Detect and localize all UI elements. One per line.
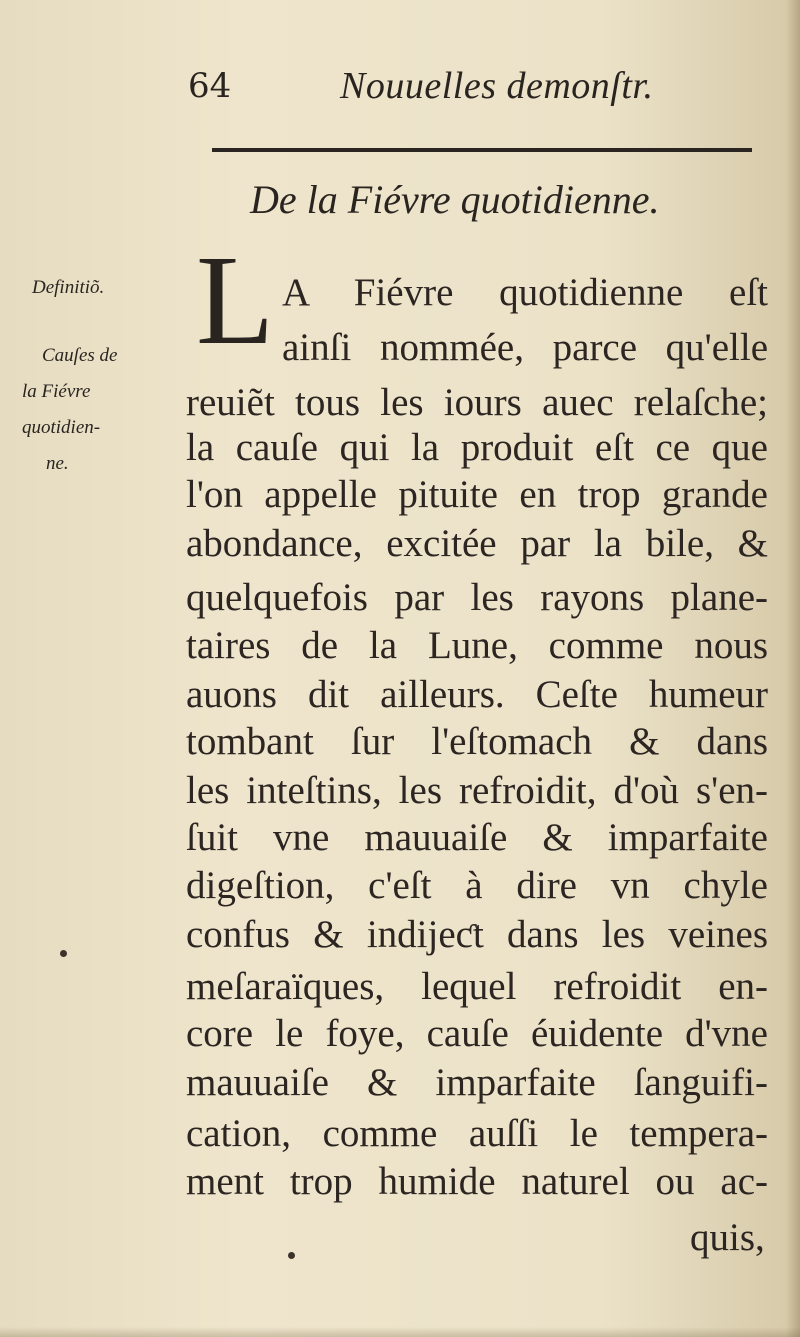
ink-speck <box>288 1252 295 1259</box>
text-line-2: ainſi nommée, parce qu'elle <box>282 326 768 369</box>
text-line-12: ſuit vne mauuaiſe & imparfaite <box>186 816 768 859</box>
page-bottom-shadow <box>0 1327 800 1337</box>
catchword: quis, <box>690 1216 765 1259</box>
text-line-6: abondance, excitée par la bile, & <box>186 522 768 565</box>
text-line-14: confus & indijeƈt dans les veines <box>186 913 768 956</box>
margin-note-causes-line-2: la Fiévre <box>22 381 91 402</box>
page-edge-shadow <box>786 0 800 1337</box>
text-line-4: la cauſe qui la produit eſt ce que <box>186 426 768 469</box>
text-line-5: l'on appelle pituite en trop grande <box>186 473 768 516</box>
text-line-19: ment trop humide naturel ou ac- <box>186 1160 768 1203</box>
text-line-16: core le foye, cauſe éuidente d'vne <box>186 1012 768 1055</box>
text-line-3: reuiẽt tous les iours auec relaſche; <box>186 381 768 424</box>
margin-note-causes-line-3: quotidien- <box>22 417 101 438</box>
text-line-7: quelquefois par les rayons plane- <box>186 576 768 619</box>
text-line-15: meſaraïques, lequel refroidit en- <box>186 965 768 1008</box>
text-line-9: auons dit ailleurs. Ceſte humeur <box>186 673 768 716</box>
header-rule <box>212 148 752 152</box>
text-line-13: digeſtion, c'eſt à dire vn chyle <box>186 864 768 907</box>
text-line-11: les inteſtins, les refroidit, d'où s'en- <box>186 769 768 812</box>
drop-cap: L <box>196 229 275 371</box>
text-line-17: mauuaiſe & imparfaite ſanguifi- <box>186 1061 768 1104</box>
text-line-18: cation, comme auſſi le tempera- <box>186 1112 768 1155</box>
margin-note-causes-line-4: ne. <box>46 453 69 474</box>
text-line-1: A Fiévre quotidienne eſt <box>282 271 768 314</box>
margin-note-definition: Definitiõ. <box>32 277 105 298</box>
page-number: 64 <box>188 66 232 106</box>
ink-speck <box>60 950 67 957</box>
section-title: De la Fiévre quotidienne. <box>250 177 660 222</box>
running-head <box>188 62 748 112</box>
text-line-10: tombant ſur l'eſtomach & dans <box>186 720 768 763</box>
running-title: Nouuelles demonſtr. <box>340 65 654 107</box>
margin-note-causes-line-1: Cauſes de <box>42 345 118 366</box>
text-line-8: taires de la Lune, comme nous <box>186 624 768 667</box>
